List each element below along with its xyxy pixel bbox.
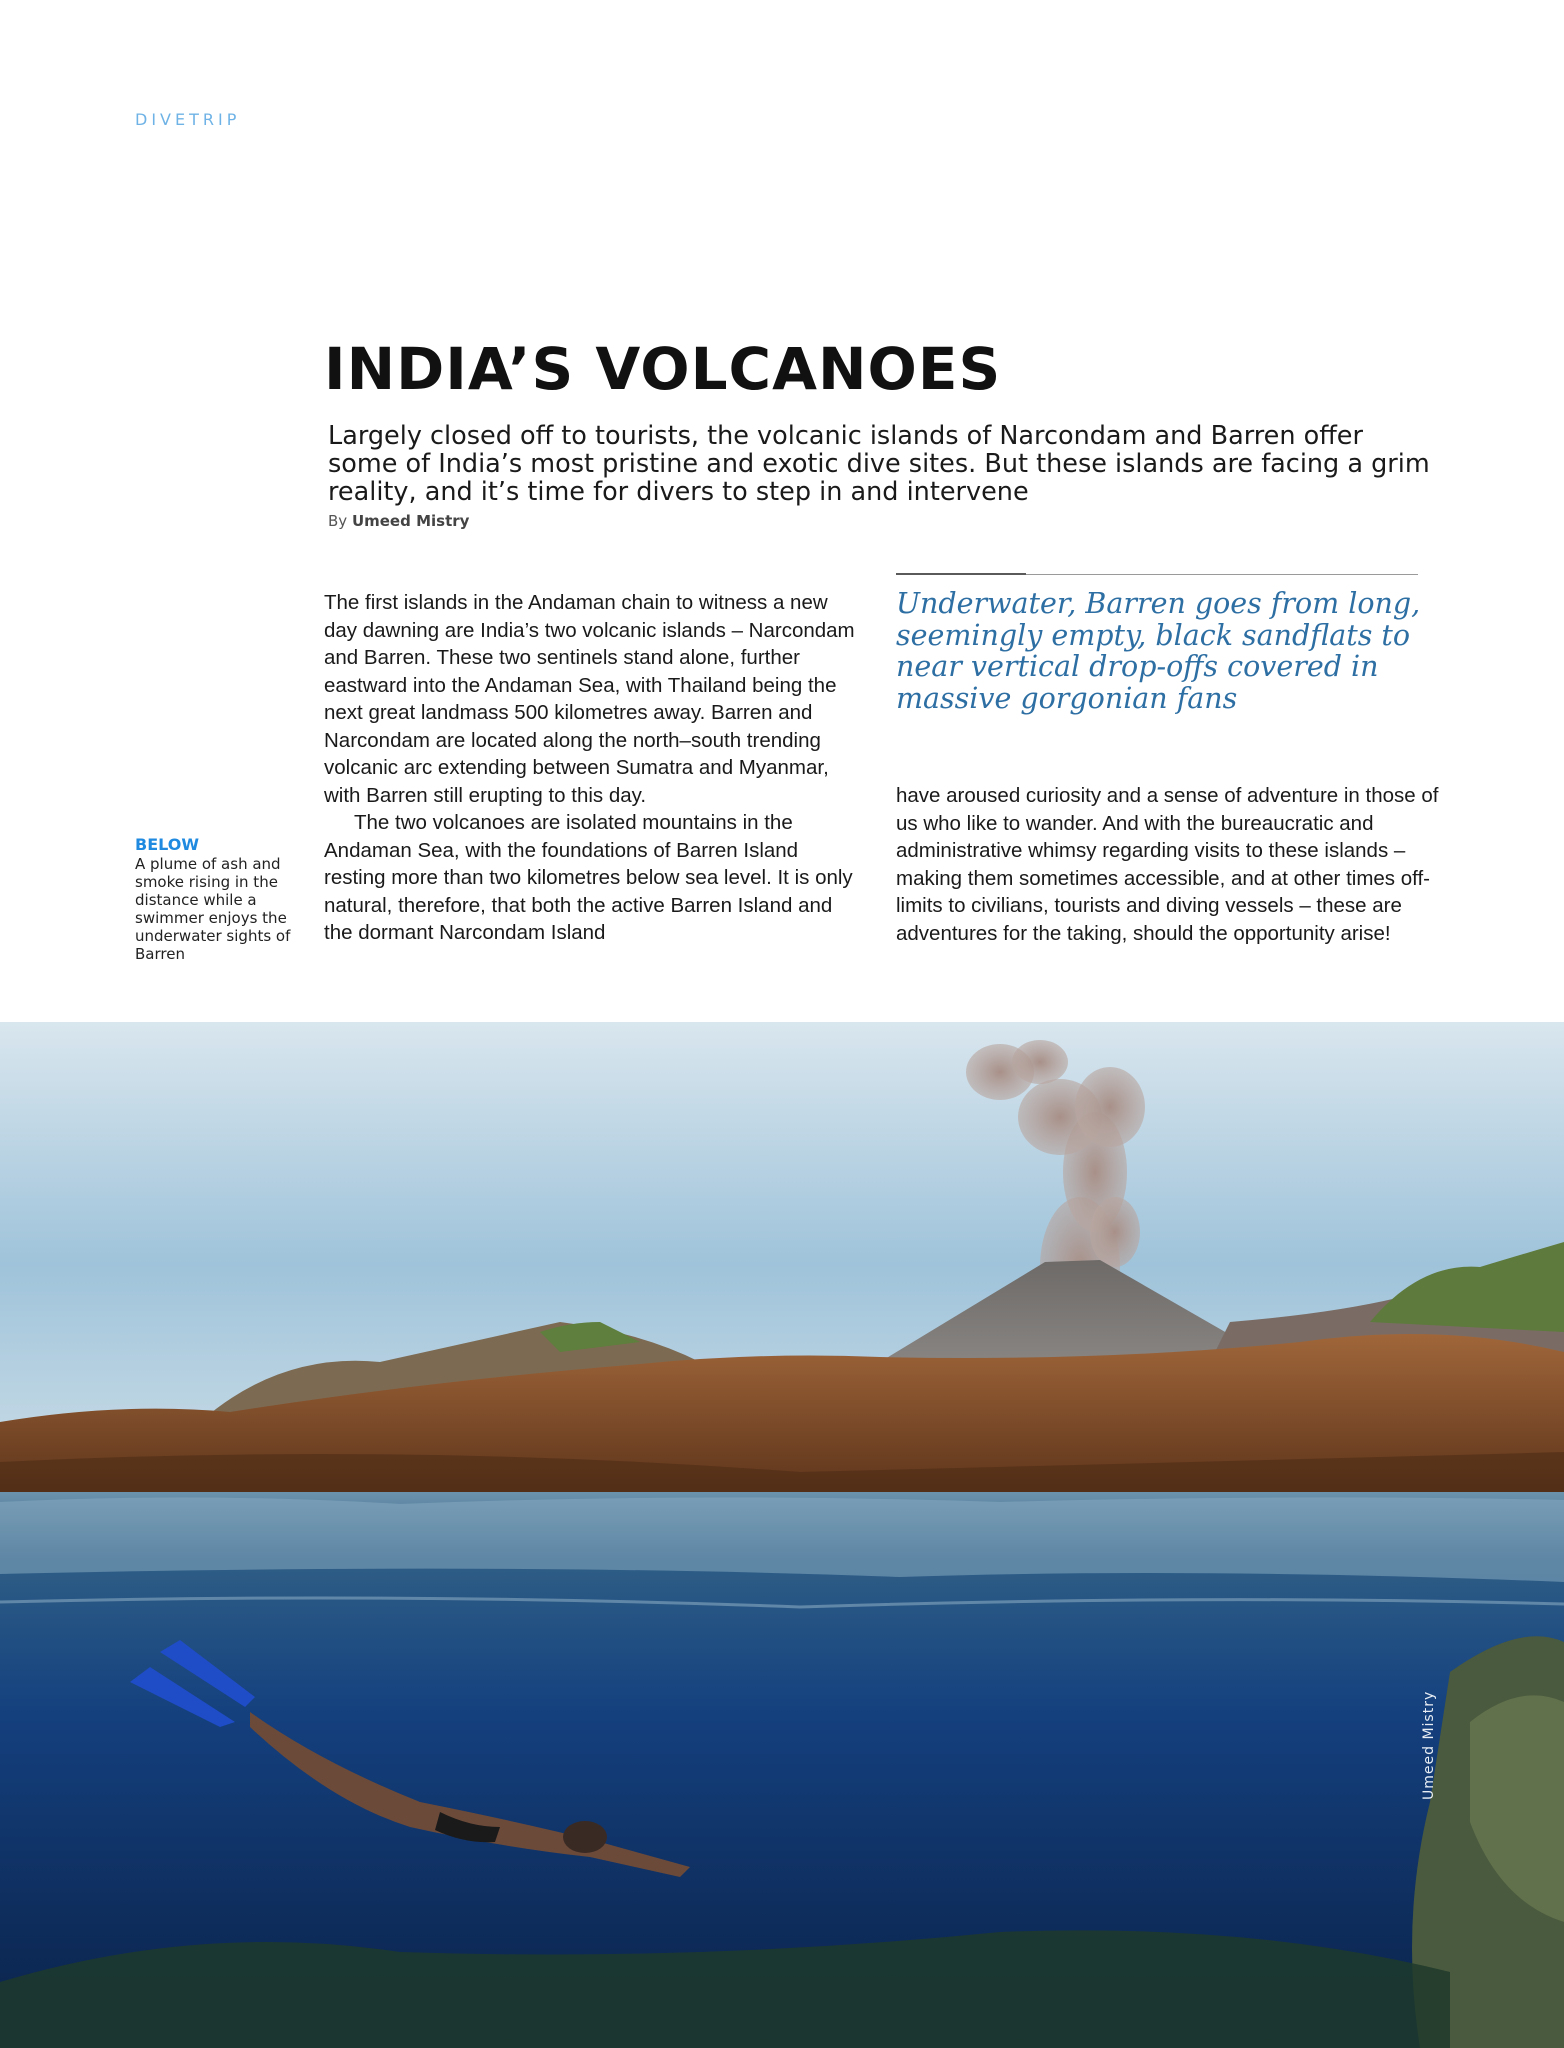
byline-prefix: By bbox=[328, 512, 348, 530]
body-paragraph-3: have aroused curiosity and a sense of adventure in those of us who like to wander. And with the bureaucratic and administrative whimsy regarding visits to these islands – making them sometimes accessible, and at other times off-limits to civilians, tourists and diving vessels – these are adventures for the taking, should the opportunity arise! bbox=[896, 784, 1439, 945]
byline bbox=[328, 512, 469, 530]
section-tag: DIVETRIP bbox=[135, 110, 241, 129]
photo-credit: Umeed Mistry bbox=[1421, 1690, 1437, 1800]
article-headline: INDIA’S VOLCANOES bbox=[324, 335, 1002, 403]
photo-caption bbox=[135, 836, 305, 963]
volcano-and-swimmer-illustration bbox=[0, 1022, 1564, 2048]
pullquote: Underwater, Barren goes from long, seemingly empty, black sandflats to near vertical drop-offs covered in massive gorgonian fans bbox=[896, 587, 1421, 715]
body-paragraph-2: The two volcanoes are isolated mountains in the Andaman Sea, with the foundations of Barren Island resting more than two kilometres below sea level. It is only natural, therefore, that both the active Barren Island and the dormant Narcondam Island bbox=[324, 811, 853, 944]
article-standfirst: Largely closed off to tourists, the volcanic islands of Narcondam and Barren offer some of India’s most pristine and exotic dive sites. But these islands are facing a grim reality, and it’s time for divers to step in and intervene bbox=[328, 421, 1430, 507]
pullquote-rule bbox=[896, 574, 1418, 575]
body-column-right bbox=[896, 782, 1441, 947]
body-column-left bbox=[324, 589, 864, 947]
caption-label: BELOW bbox=[135, 835, 199, 854]
body-paragraph-1: The first islands in the Andaman chain to witness a new day dawning are India’s two volcanic islands – Narcondam and Barren. These two sentinels stand alone, further eastward into the Andaman Sea, with Thailand being the next great landmass 500 kilometres away. Barren and Narcondam are located along the north–south trending volcanic arc extending between Sumatra and Myanmar, with Barren still erupting to this day. bbox=[324, 591, 855, 807]
byline-author: Umeed Mistry bbox=[351, 512, 470, 530]
caption-text: A plume of ash and smoke rising in the distance while a swimmer enjoys the underwater sights of Barren bbox=[135, 855, 291, 963]
split-level-photo bbox=[0, 1022, 1564, 2048]
